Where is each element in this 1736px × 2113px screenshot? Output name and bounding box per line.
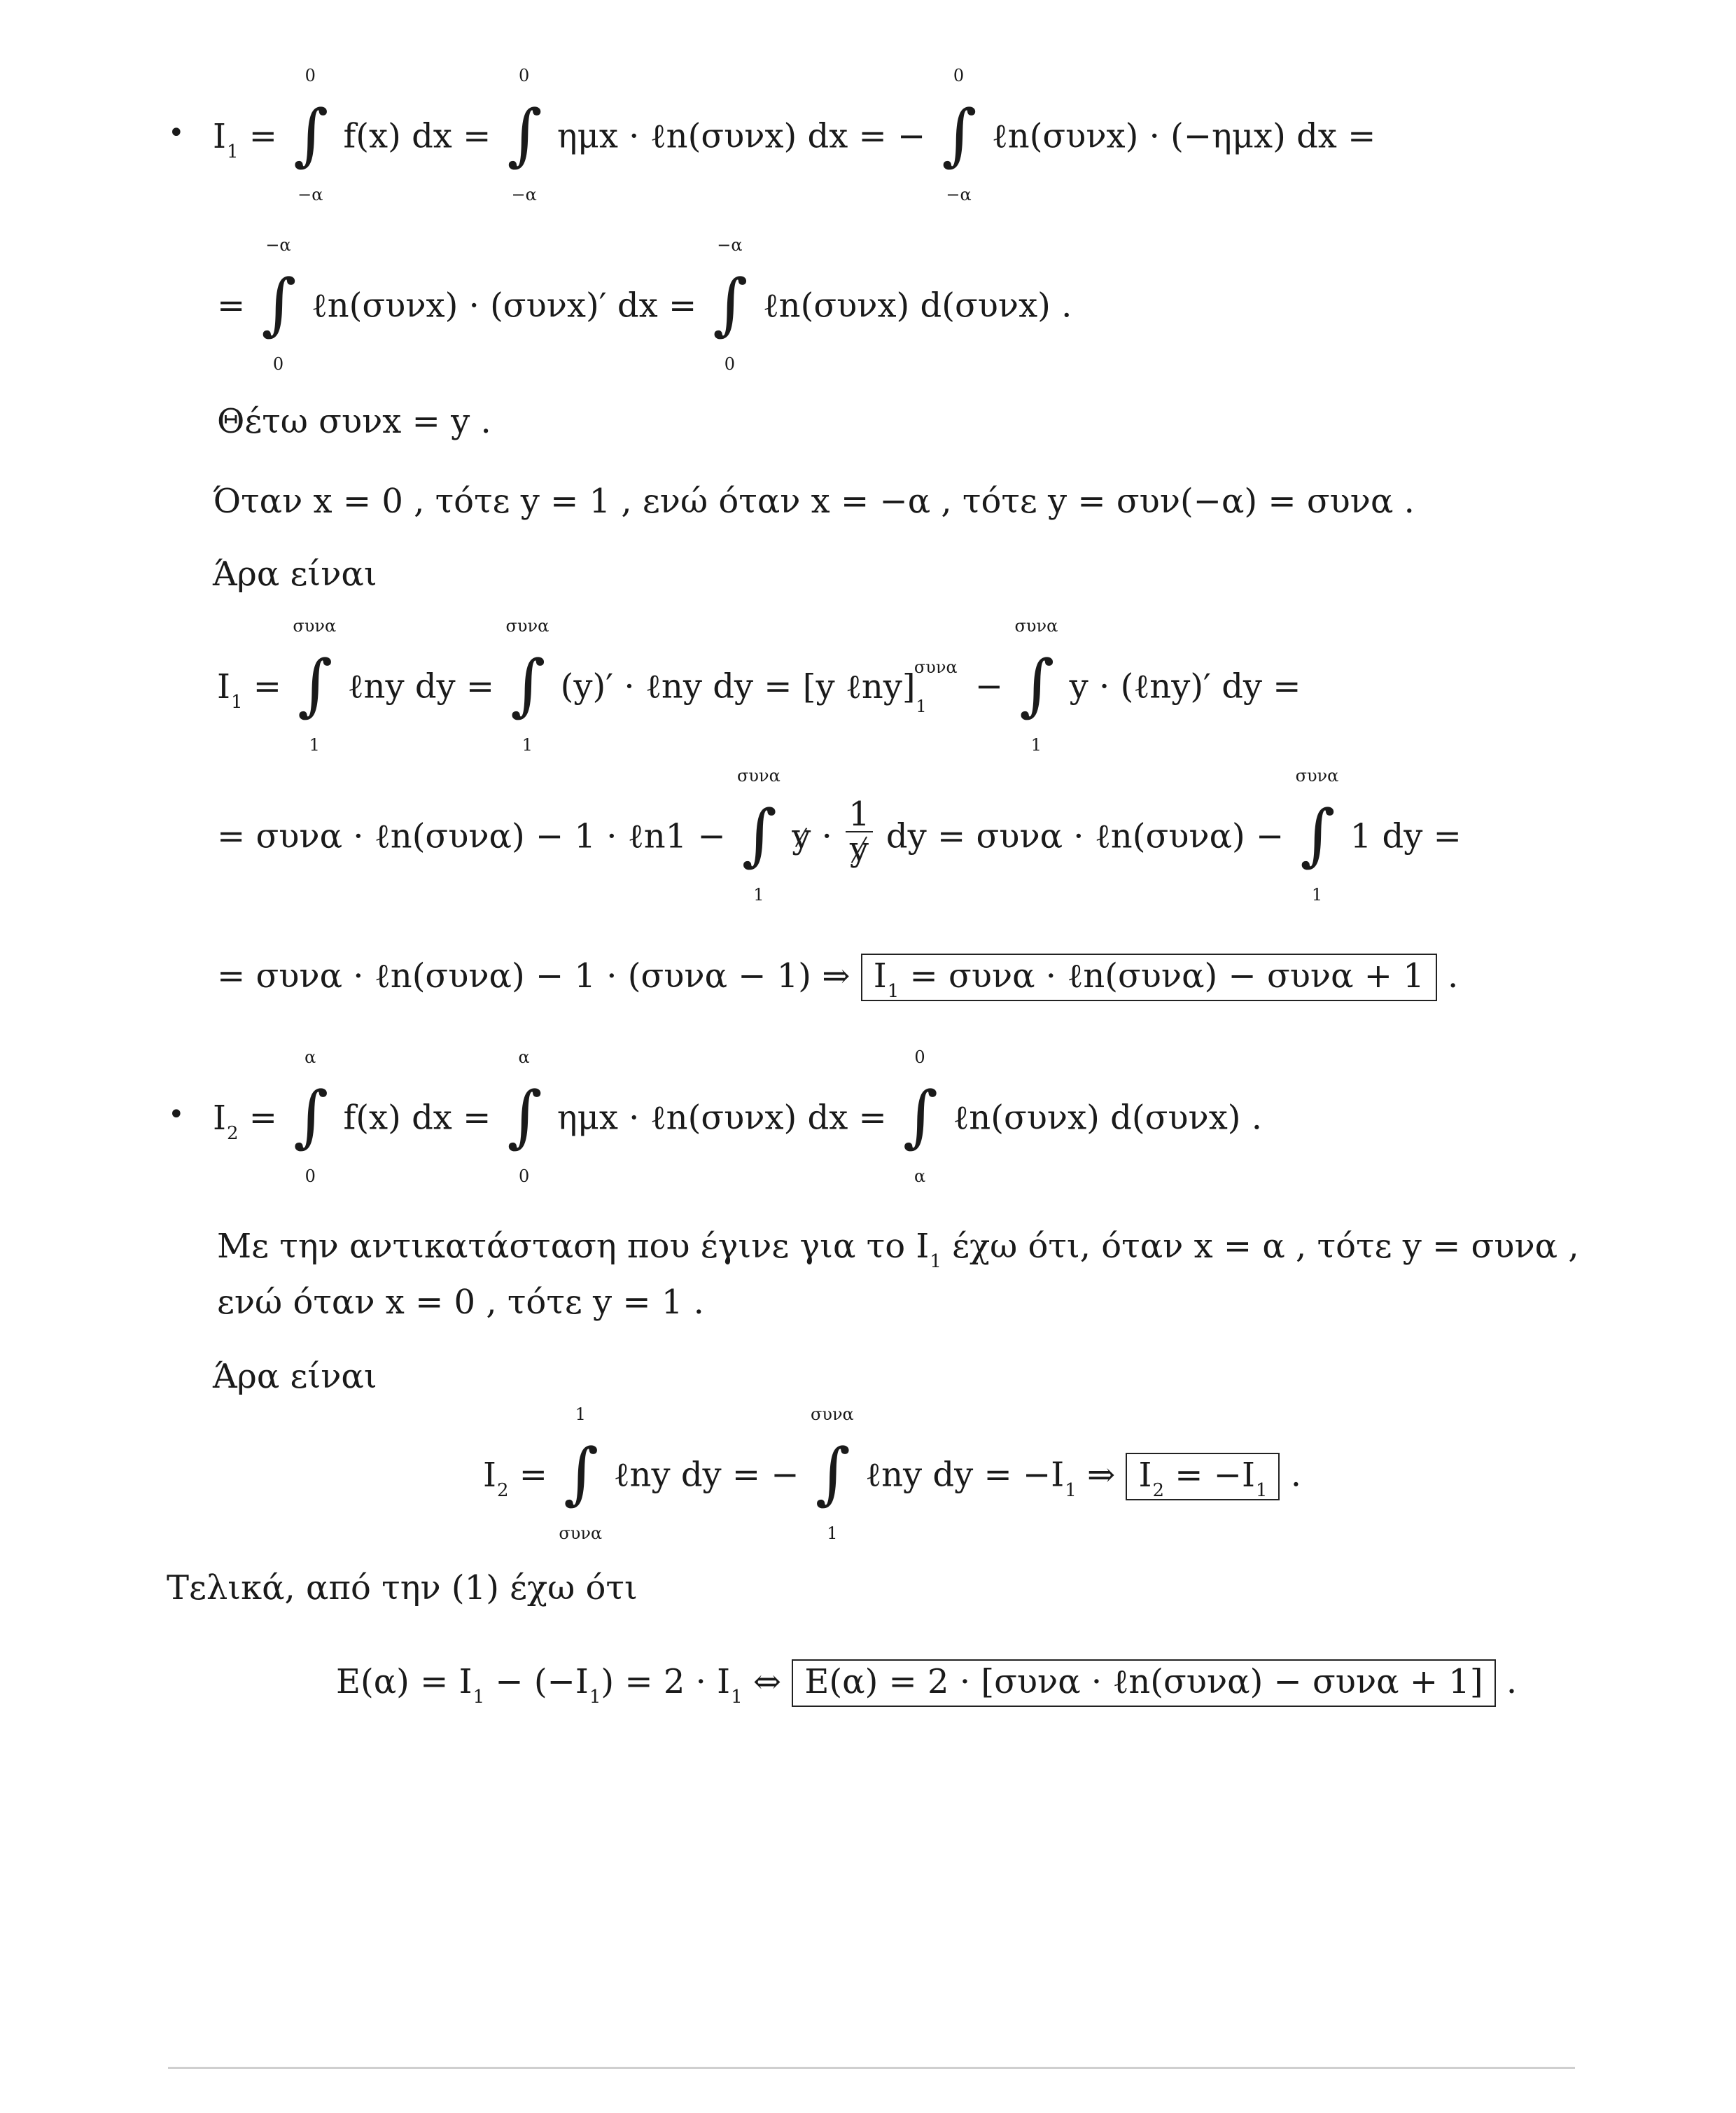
expr: ℓn(συνx) d(συνx) . [953,1098,1263,1138]
eq-line-1 [168,66,1376,204]
text-theto: Θέτω συνx = y . [217,402,491,441]
equals: = [248,1098,277,1138]
expr: = συνα · ℓn(συνα) − 1 · (συνα − 1) ⇒ [217,956,850,996]
integral-sign: ∫ −α 0 [713,235,748,374]
equals: = [217,286,246,326]
period: . [1448,956,1459,996]
eq-line-5 [217,954,1458,1001]
expr: E(α) = I [336,1662,472,1701]
text-ara-1: Άρα είναι [213,555,377,594]
expr: ℓn(συνx) · (−ημx) dx = [991,116,1376,156]
expr: ) = 2 · I [601,1662,731,1701]
integral-sign: ∫ 0 −α [507,66,542,204]
minus: − [974,667,1004,706]
expr: y · (ℓny)′ dy = [1069,667,1301,706]
text-me-line-1: Με την αντικατάσταση που έγινε για το $I_1$ έχω ότι, όταν x = α , τότε y = συνα , [217,1227,1579,1272]
integral-sign: ∫ 0 −α [293,66,329,204]
expr: ℓny dy = [347,667,495,706]
integral-sign: ∫ συνα 1 [1295,766,1339,905]
text-ara-2: Άρα είναι [213,1357,377,1396]
i2-symbol: $I_2$ [483,1455,509,1501]
bracket-evaluation: [y ℓny] συνα 1 [802,657,958,716]
expr: (y)′ · ℓny dy = [560,667,792,706]
eq-line-8: $E(\alpha) = I_1 - (-I_1) = 2 \cdot I_1$ ⇔ E(α) = 2 · [συνα · ℓn(συνα) − συνα + 1] . [336,1659,1517,1707]
i2-symbol: $I_2$ [213,1098,239,1144]
integral-sign: ∫ 1 συνα [559,1404,603,1543]
expr: = συνα · ℓn(συνα) − 1 · ℓn1 − [217,816,726,856]
result-box-e: E(α) = 2 · [συνα · ℓn(συνα) − συνα + 1] [792,1659,1495,1707]
expr: dy = συνα · ℓn(συνα) − [886,816,1284,856]
expr: ημx · ℓn(συνx) dx = − [556,116,926,156]
integral-sign: ∫ α 0 [507,1047,542,1186]
expr: ℓny dy = −I [865,1455,1065,1495]
i1-symbol: $I_1$ [217,667,243,713]
integral-sign: ∫ −α 0 [261,235,297,374]
eq-line-2 [217,235,1072,374]
expr: ημx · ℓn(συνx) dx = [556,1098,887,1138]
bullet: • [168,117,185,149]
implies: ⇒ [1087,1455,1116,1495]
expr: ℓn(συνx) d(συνx) . [762,286,1072,326]
result-box-i1: $I_1 = \sigma\upsilon\nu\alpha$ · ℓn(συνα) − συνα + 1 [861,954,1437,1001]
period: . [1290,1455,1301,1495]
eq-line-4 [217,766,1462,905]
iff: ⇔ [752,1662,782,1701]
equals: = [519,1455,547,1495]
expr: 1 dy = [1350,816,1462,856]
expr: − (−I [495,1662,589,1701]
expr: f(x) dx = [343,116,491,156]
integral-sign: ∫ 0 α [903,1047,939,1186]
footer-rule [168,2067,1575,2069]
expr: f(x) dx = [343,1098,491,1138]
integral-sign: ∫ 0 −α [941,66,977,204]
expr: ℓn(συνx) · (συνx)′ dx = [311,286,697,326]
expr: ℓny dy = − [613,1455,799,1495]
text-telika: Τελικά, από την (1) έχω ότι [167,1568,638,1608]
bullet: • [168,1099,185,1131]
eq-line-3 [217,616,1301,755]
i1-symbol: $I_1$ [213,116,239,162]
text-otan: Όταν x = 0 , τότε y = 1 , ενώ όταν x = −α , τότε y = συν(−α) = συνα . [213,482,1415,521]
dot: · [821,816,832,856]
integral-sign: ∫ συνα 1 [505,616,550,755]
result-box-i2: $I_2 = -I_1$ [1126,1453,1280,1500]
equals: = [248,116,277,156]
integral-sign: ∫ συνα 1 [293,616,337,755]
integral-sign: ∫ συνα 1 [810,1404,854,1543]
period: . [1506,1662,1518,1701]
integral-sign: ∫ συνα 1 [737,766,780,905]
integral-sign: ∫ α 0 [293,1047,329,1186]
fraction: $\frac{1}{y}$ [846,797,873,866]
integral-sign: ∫ συνα 1 [1014,616,1058,755]
eq-line-6 [168,1047,1263,1186]
cancelled-y: y [792,816,811,856]
text-me-line-2: ενώ όταν x = 0 , τότε y = 1 . [217,1283,704,1322]
equals: = [253,667,281,706]
eq-line-7: $I_2$ = ∫ 1 συνα ℓny dy = − ∫ συνα 1 ℓny dy = $-I_1$ ⇒ $I_2 = -I_1$ . [483,1404,1301,1543]
